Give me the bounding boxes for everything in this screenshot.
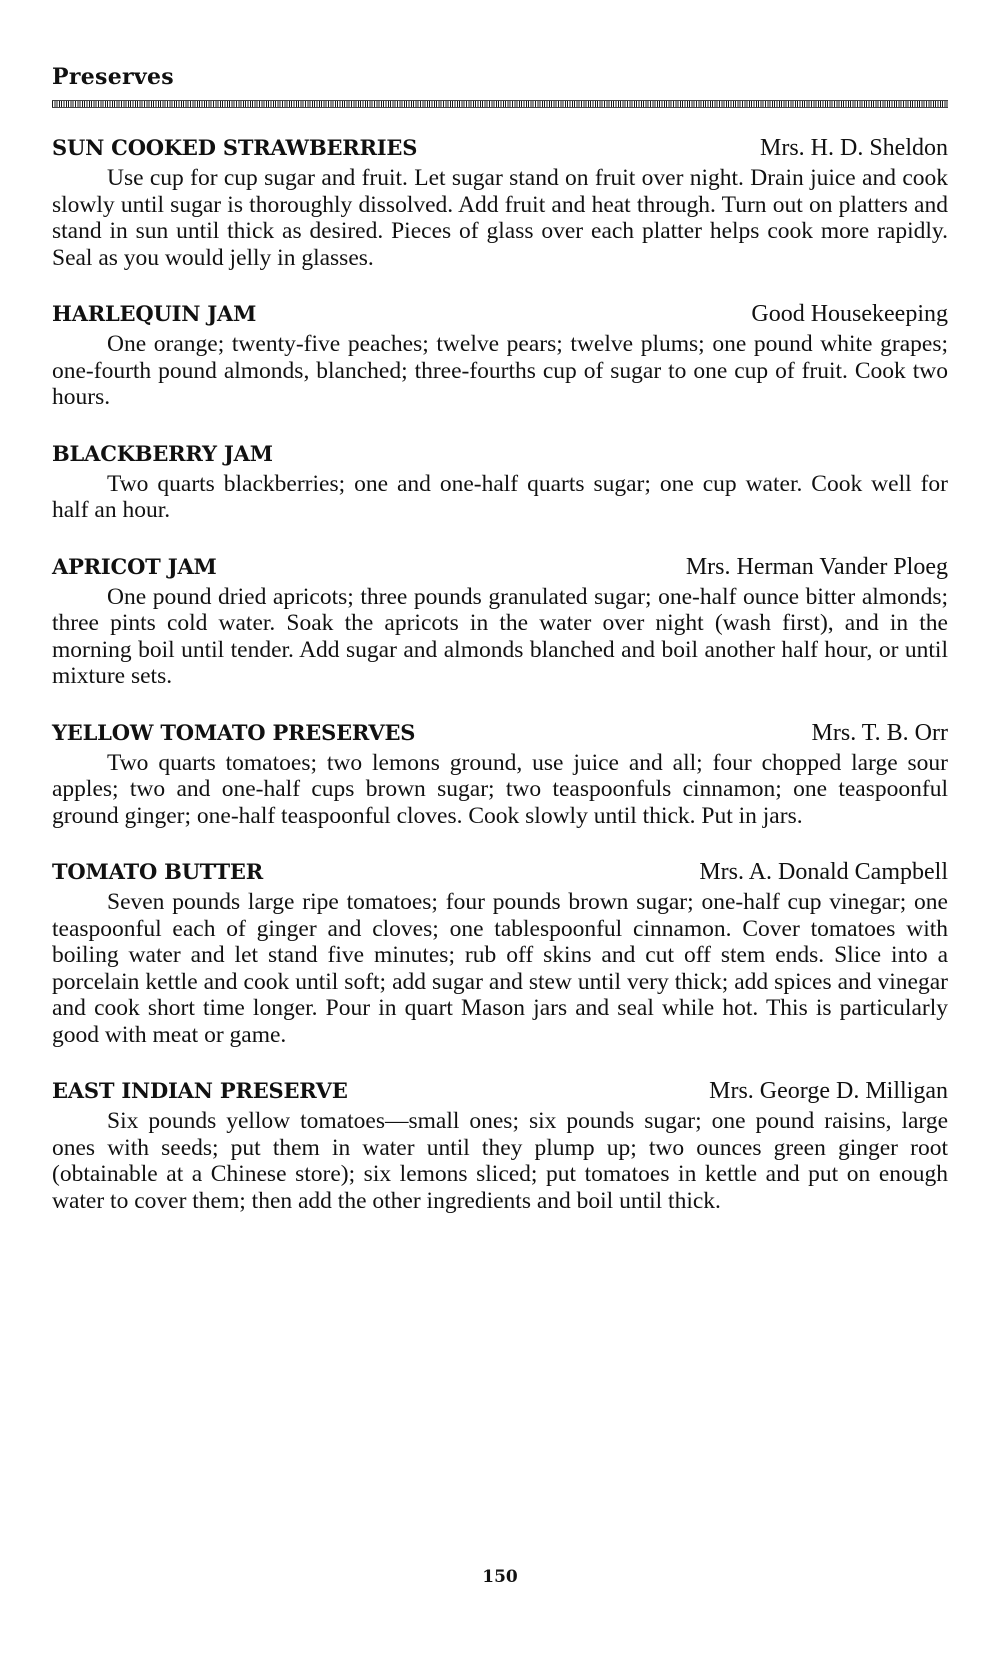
recipe-body: One orange; twenty-five peaches; twelve pears; twelve plums; one pound white grapes; one-fourth pound almonds, blanched; three-fourths cup of sugar to one cup of fruit. Cook two hours. — [52, 331, 948, 410]
recipe-header — [52, 301, 948, 331]
recipe-body: Seven pounds large ripe tomatoes; four pounds brown sugar; one-half cup vinegar; one teaspoonful each of ginger and cloves; one tablespoonful cinnamon. Cover tomatoes with boiling water and let stand five minutes; rub off skins and cut off stem ends. Slice into a porcelain kettle and cook until soft; add sugar and stew until very thick; add spices and vinegar and cook short time longer. Pour in quart Mason jars and seal while hot. This is particularly good with meat or game. — [52, 889, 948, 1048]
recipe-header — [52, 554, 948, 584]
recipe-header — [52, 720, 948, 750]
recipe-header — [52, 441, 948, 471]
recipe-title: HARLEQUIN JAM — [52, 301, 257, 326]
section-title: Preserves — [52, 64, 174, 90]
recipe-author: Mrs. T. B. Orr — [811, 719, 948, 746]
recipe-body: Six pounds yellow tomatoes—small ones; six pounds sugar; one pound raisins, large ones with seeds; put them in water until they plump up; two ounces green ginger root (obtainable at a Chinese store); six lemons sliced; put tomatoes in kettle and put on enough water to cover them; then add the other ingredients and boil until thick. — [52, 1108, 948, 1214]
recipe — [52, 441, 948, 524]
recipe — [52, 554, 948, 690]
recipe-title: EAST INDIAN PRESERVE — [52, 1078, 348, 1103]
recipe-title: YELLOW TOMATO PRESERVES — [52, 719, 416, 745]
recipe-list — [52, 135, 948, 1214]
recipe — [52, 720, 948, 830]
recipe-author: Good Housekeeping — [751, 301, 948, 327]
recipe-title: TOMATO BUTTER — [52, 859, 263, 884]
recipe-header — [52, 1078, 948, 1108]
recipe — [52, 859, 948, 1048]
recipe-author: Mrs. Herman Vander Ploeg — [685, 553, 948, 580]
recipe — [52, 301, 948, 411]
recipe-body: One pound dried apricots; three pounds granulated sugar; one-half ounce bitter almonds; three pints cold water. Soak the apricots in the water over night (wash first), and in the morning boil until tender. Add sugar and almonds blanched and boil another half hour, or until mixture sets. — [52, 583, 948, 689]
recipe-author: Mrs. A. Donald Campbell — [699, 859, 948, 885]
recipe-body: Use cup for cup sugar and fruit. Let sugar stand on fruit over night. Drain juice and cook slowly until sugar is thoroughly dissolved. Add fruit and heat through. Turn out on platters and stand in sun until thick as desired. Pieces of glass over each platter helps cook more rapidly. Seal as you would jelly in glasses. — [52, 165, 948, 271]
recipe-author: Mrs. George D. Milligan — [709, 1078, 948, 1104]
recipe-body: Two quarts blackberries; one and one-half quarts sugar; one cup water. Cook well for half an hour. — [52, 470, 948, 523]
recipe-title: SUN COOKED STRAWBERRIES — [52, 135, 418, 160]
section-divider — [52, 100, 948, 108]
recipe-title: APRICOT JAM — [52, 553, 217, 579]
page-number: 150 — [482, 1567, 518, 1587]
recipe — [52, 1078, 948, 1214]
page — [52, 64, 948, 1244]
recipe-author: Mrs. H. D. Sheldon — [759, 135, 948, 161]
recipe — [52, 135, 948, 271]
recipe-body: Two quarts tomatoes; two lemons ground, use juice and all; four chopped large sour apples; two and one-half cups brown sugar; two teaspoonfuls cinnamon; one teaspoonful ground ginger; one-half teaspoonful cloves. Cook slowly until thick. Put in jars. — [52, 749, 948, 829]
recipe-title: BLACKBERRY JAM — [52, 440, 273, 466]
recipe-header — [52, 859, 948, 889]
recipe-header — [52, 135, 948, 165]
